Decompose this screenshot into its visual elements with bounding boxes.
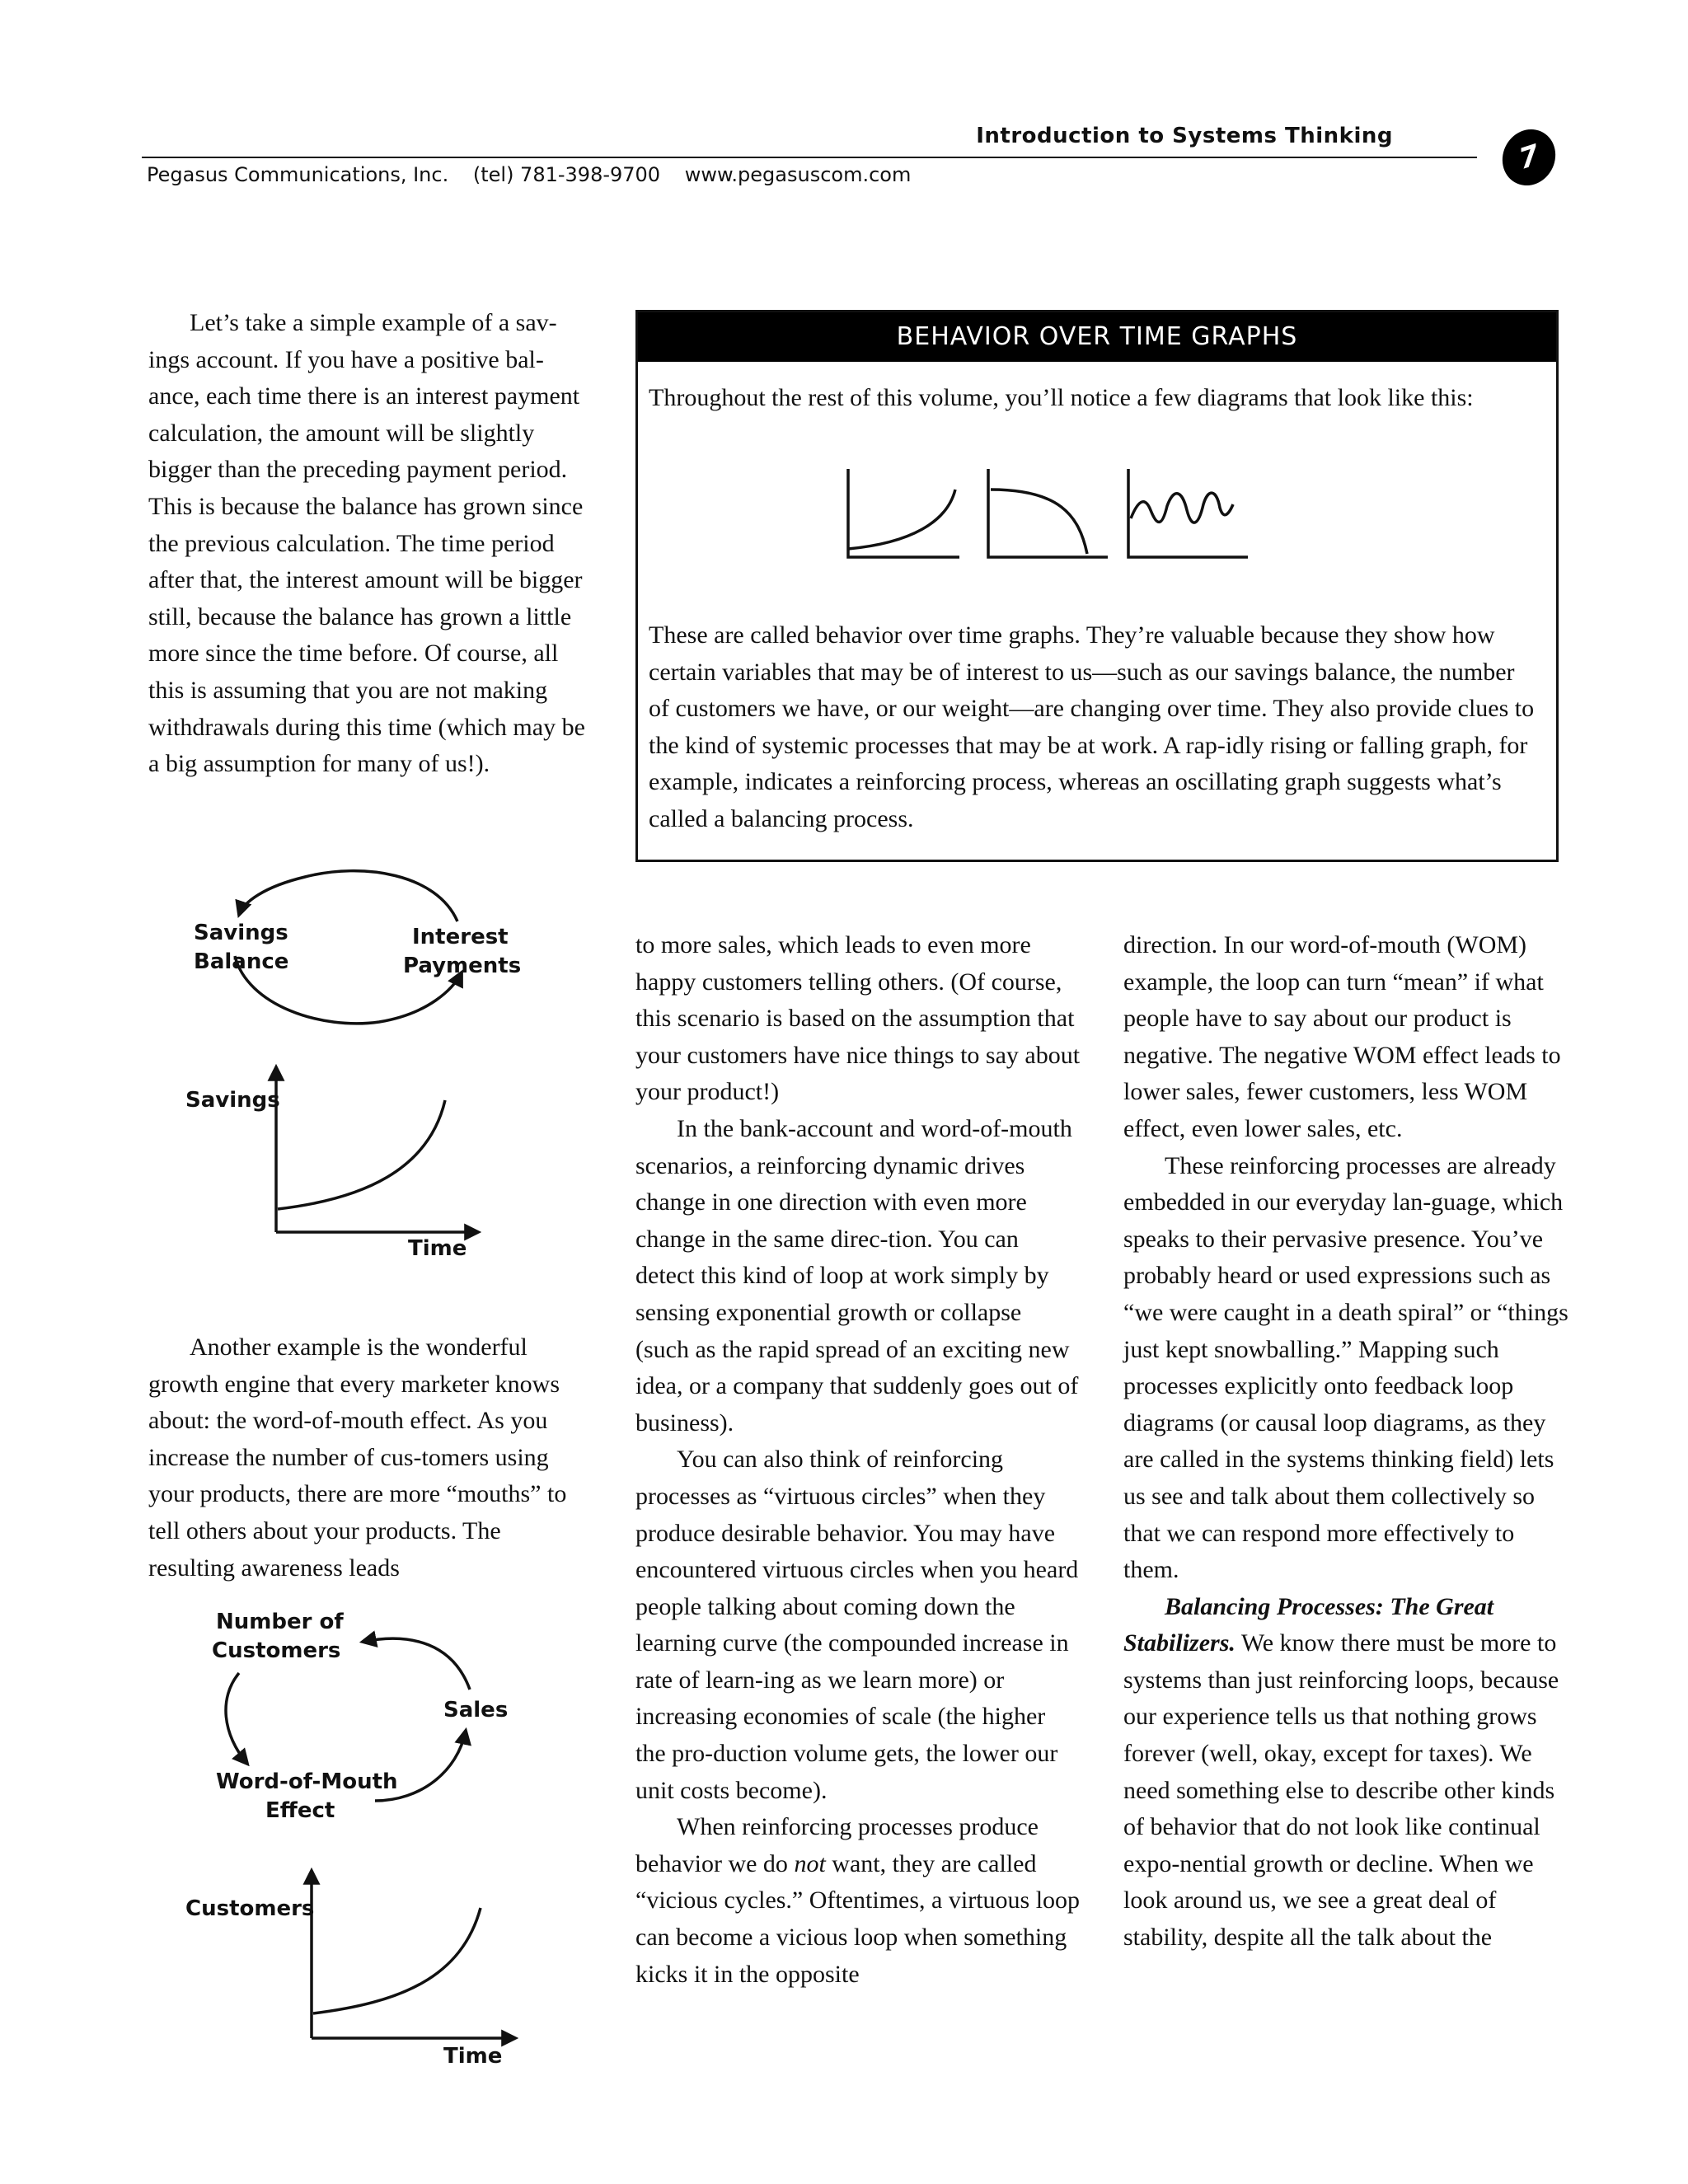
publisher-website: www.pegasuscom.com	[684, 163, 912, 186]
left-column-bottom	[148, 1329, 593, 1586]
section-heading-balancing: Balancing Processes: The Great Stabilizers.	[1123, 1592, 1494, 1657]
wom-arrow-left	[226, 1673, 247, 1764]
sales-label: Sales	[443, 1698, 509, 1722]
emphasis-not: not	[794, 1849, 826, 1877]
behavior-over-time-box	[635, 310, 1559, 862]
box-body: These are called behavior over time graphs. They’re valuable because they show how certain variables that may be of interest to us—such as our savings balance, the number of customers we have, or our weight—are changing over time. They also provide clues to the kind of systemic processes that may be at work. A rap-idly rising or falling graph, for example, indicates a reinforcing process, whereas an oscillating graph suggests what’s called a balancing process.	[649, 621, 1535, 832]
number-of-customers-label-1: Number of	[216, 1610, 344, 1634]
savings-axis-label: Savings	[185, 1088, 280, 1113]
customers-time-label: Time	[443, 2044, 503, 2069]
middle-column	[635, 927, 1081, 1993]
customers-growth-curve	[313, 1908, 481, 2013]
middle-paragraph-4: When reinforcing processes produce behavior we do not want, they are called “vicious cycles.” Oftentimes, a virtuous loop can become a vicious loop when something kicks it in the opposite	[635, 1813, 1081, 1988]
oscillating-graph-icon	[1128, 469, 1248, 557]
savings-balance-label-1: Savings	[194, 921, 288, 945]
interest-payments-label-1: Interest	[412, 925, 509, 949]
savings-growth-curve	[278, 1100, 445, 1209]
publisher-name: Pegasus Communications, Inc.	[147, 163, 449, 186]
savings-time-label: Time	[408, 1236, 467, 1261]
left-column-top	[148, 305, 593, 783]
page-number-badge	[1498, 122, 1561, 192]
falling-graph-icon	[988, 469, 1108, 557]
page-number: 7	[1516, 138, 1542, 177]
wom-arrow-right	[363, 1638, 470, 1690]
left-paragraph-1: Let’s take a simple example of a sav-ings account. If you have a positive bal-ance, each time there is an interest payment calculation, the amount will be slightly bigger than the preceding payment period. This is because the balance has grown since the previous calculation. The time period after that, the interest amount will be bigger still, because the balance has grown a little more since the time before. Of course, all this is assuming that you are not making withdrawals during this time (which may be a big assumption for many of us!).	[148, 309, 585, 778]
savings-loop-arrow-top	[239, 871, 457, 921]
interest-payments-label-2: Payments	[403, 954, 522, 978]
running-header-title: Introduction to Systems Thinking	[976, 124, 1393, 148]
middle-paragraph-3: You can also think of reinforcing processes as “virtuous circles” when they produce desirable behavior. You may have encountered virtuous circles when you heard people talking about coming down the learning curve (the compounded increase in rate of learn-ing as we learn more) or increasing economies of scale (the higher the pro-duction volume gets, the lower our unit costs become).	[635, 1446, 1079, 1804]
right-paragraph-3: Balancing Processes: The Great Stabilizers. We know there must be more to systems than just reinforcing loops, because our experience tells us that nothing grows forever (well, okay, except for taxes). We need something else to describe other kinds of behavior that do not look like continual expo-nential growth or decline. When we look around us, we see a great deal of stability, despite all the talk about the	[1123, 1592, 1559, 1952]
box-intro: Throughout the rest of this volume, you’ll notice a few diagrams that look like this:	[649, 384, 1474, 411]
right-paragraph-1: direction. In our word-of-mouth (WOM) example, the loop can turn “mean” if what people have to say about our product is negative. The negative WOM effect leads to lower sales, fewer customers, less WOM effect, even lower sales, etc.	[1123, 931, 1561, 1142]
right-column	[1123, 927, 1568, 1957]
example-graphs	[844, 465, 1273, 568]
number-of-customers-label-2: Customers	[212, 1638, 341, 1663]
wom-effect-label-2: Effect	[265, 1798, 335, 1823]
rising-graph-icon	[848, 469, 959, 557]
middle-paragraph-2: In the bank-account and word-of-mouth scenarios, a reinforcing dynamic drives change in one direction with even more change in the same direc-tion. You can detect this kind of loop at work simply by sensing exponential growth or collapse (such as the rapid spread of an exciting new idea, or a company that suddenly goes out of business).	[635, 1114, 1079, 1436]
customers-axis-label: Customers	[185, 1896, 315, 1921]
wom-effect-label-1: Word-of-Mouth	[216, 1769, 398, 1794]
box-heading: BEHAVIOR OVER TIME GRAPHS	[638, 312, 1556, 362]
publisher-line	[147, 163, 929, 186]
savings-diagram	[165, 865, 522, 1277]
savings-balance-label-2: Balance	[194, 949, 289, 974]
middle-paragraph-1: to more sales, which leads to even more happy customers telling others. (Of course, this scenario is based on the assumption that your customers have nice things to say about your product!)	[635, 931, 1081, 1106]
header-rule	[142, 157, 1477, 158]
publisher-phone: (tel) 781-398-9700	[472, 163, 661, 186]
word-of-mouth-diagram	[165, 1599, 528, 2085]
right-paragraph-2: These reinforcing processes are already embedded in our everyday lan-guage, which speaks to their pervasive presence. You’ve probably heard or used expressions such as “we were caught in a death spiral” or “things just kept snowballing.” Mapping such processes explicitly onto feedback loop diagrams (or causal loop diagrams, as they are called in the systems thinking field) lets us see and talk about them collectively so that we can respond more effectively to them.	[1123, 1151, 1568, 1584]
left-paragraph-2: Another example is the wonderful growth engine that every marketer knows about: the word-of-mouth effect. As you increase the number of cus-tomers using your products, there are more “mouths” to tell others about your products. The resulting awareness leads	[148, 1333, 567, 1582]
